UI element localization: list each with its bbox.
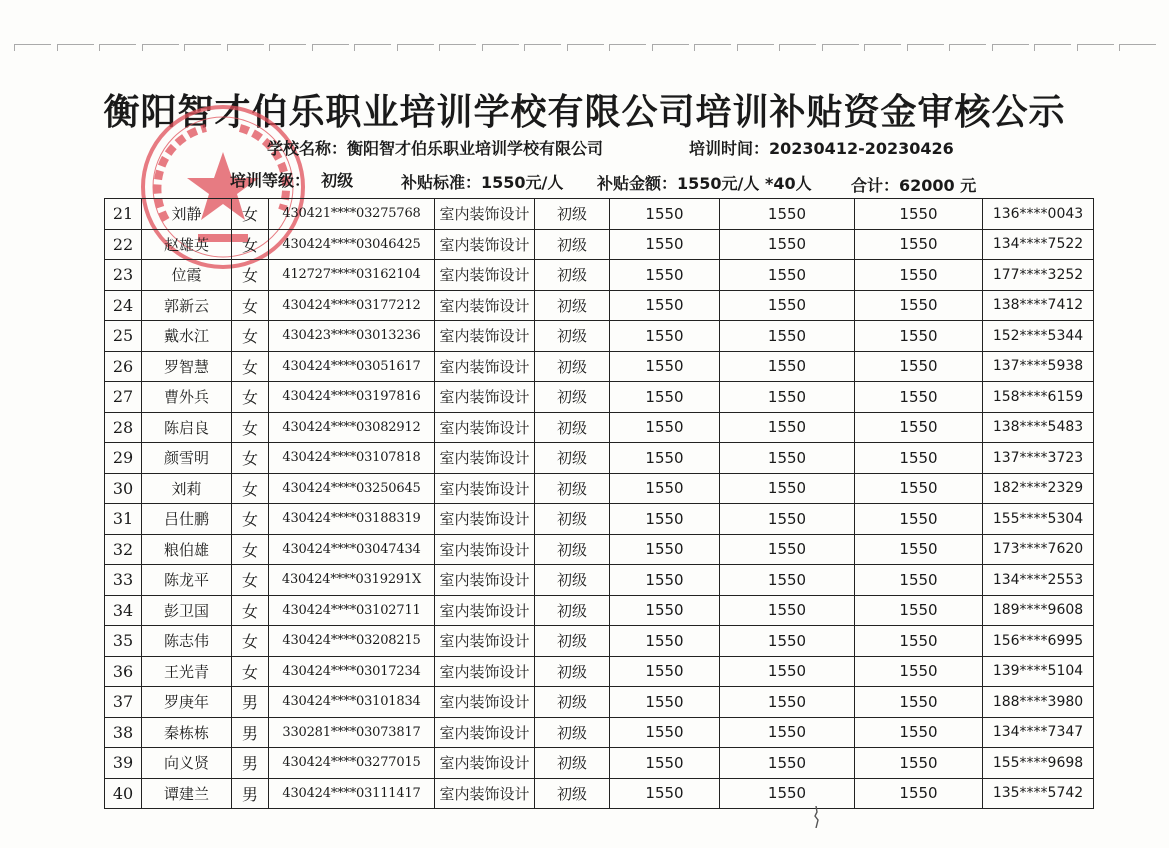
id-number-cell: 430424****03102711: [269, 595, 435, 626]
edge-dash: [142, 44, 179, 51]
phone-number-cell: 138****7412: [983, 290, 1094, 321]
subsidy-paid-cell: 1550: [855, 290, 983, 321]
phone-number-cell: 182****2329: [983, 473, 1094, 504]
training-level-cell: 初级: [535, 748, 610, 779]
total-label: 合计：: [851, 176, 900, 195]
phone-number-cell: 134****7522: [983, 229, 1094, 260]
id-number-cell: 430424****03277015: [269, 748, 435, 779]
table-row: [105, 534, 1094, 565]
course-name-cell: 室内装饰设计: [435, 717, 535, 748]
edge-dash: [694, 44, 731, 51]
period-value: 20230412-20230426: [769, 139, 954, 158]
course-name-cell: 室内装饰设计: [435, 595, 535, 626]
table-row: [105, 473, 1094, 504]
table-row: [105, 443, 1094, 474]
subsidy-standard-cell: 1550: [610, 443, 720, 474]
trainee-name-cell: 曹外兵: [142, 382, 232, 413]
trainee-name-cell: 罗智慧: [142, 351, 232, 382]
standard-value: 1550元/人: [481, 173, 564, 192]
trainee-sex-cell: 男: [232, 748, 269, 779]
subsidy-paid-cell: 1550: [855, 778, 983, 809]
subsidy-standard-cell: 1550: [610, 656, 720, 687]
phone-number-cell: 177****3252: [983, 260, 1094, 291]
trainee-name-cell: 位霞: [142, 260, 232, 291]
phone-number-cell: 173****7620: [983, 534, 1094, 565]
edge-dash: [482, 44, 519, 51]
table-row: [105, 229, 1094, 260]
subsidy-amount-cell: 1550: [720, 534, 855, 565]
course-name-cell: 室内装饰设计: [435, 626, 535, 657]
subsidy-amount-cell: 1550: [720, 199, 855, 230]
subsidy-amount-cell: 1550: [720, 473, 855, 504]
training-level-cell: 初级: [535, 687, 610, 718]
subsidy-paid-cell: 1550: [855, 717, 983, 748]
course-name-cell: 室内装饰设计: [435, 687, 535, 718]
trainee-sex-cell: 女: [232, 321, 269, 352]
subsidy-amount-cell: 1550: [720, 656, 855, 687]
trainee-sex-cell: 女: [232, 565, 269, 596]
edge-dash: [1119, 44, 1156, 51]
row-number-cell: 29: [105, 443, 142, 474]
subsidy-standard-cell: 1550: [610, 565, 720, 596]
trainee-name-cell: 谭建兰: [142, 778, 232, 809]
edge-dash: [779, 44, 816, 51]
subsidy-amount-cell: 1550: [720, 595, 855, 626]
table-row: [105, 260, 1094, 291]
phone-number-cell: 135****5742: [983, 778, 1094, 809]
subsidy-standard-cell: 1550: [610, 199, 720, 230]
trainee-sex-cell: 女: [232, 260, 269, 291]
table-row: [105, 199, 1094, 230]
row-number-cell: 26: [105, 351, 142, 382]
edge-dash: [1034, 44, 1071, 51]
subsidy-paid-cell: 1550: [855, 595, 983, 626]
amount-label: 补贴金额：: [597, 174, 678, 193]
training-level-cell: 初级: [535, 778, 610, 809]
edge-dash: [992, 44, 1029, 51]
training-level-cell: 初级: [535, 260, 610, 291]
id-number-cell: 430424****03188319: [269, 504, 435, 535]
trainee-name-cell: 陈志伟: [142, 626, 232, 657]
subsidy-amount-cell: 1550: [720, 626, 855, 657]
subsidy-standard-cell: 1550: [610, 626, 720, 657]
trainee-sex-cell: 女: [232, 443, 269, 474]
trainee-sex-cell: 女: [232, 382, 269, 413]
row-number-cell: 32: [105, 534, 142, 565]
trainee-name-cell: 郭新云: [142, 290, 232, 321]
trainee-sex-cell: 女: [232, 504, 269, 535]
trainee-name-cell: 粮伯雄: [142, 534, 232, 565]
subsidy-amount-cell: 1550: [720, 290, 855, 321]
subsidy-amount-cell: 1550: [720, 748, 855, 779]
trainee-name-cell: 陈启良: [142, 412, 232, 443]
subsidy-amount-cell: 1550: [720, 382, 855, 413]
subsidy-paid-cell: 1550: [855, 260, 983, 291]
amount-info: [597, 171, 812, 194]
subsidy-paid-cell: 1550: [855, 382, 983, 413]
id-number-cell: 430424****03051617: [269, 351, 435, 382]
row-number-cell: 38: [105, 717, 142, 748]
phone-number-cell: 137****5938: [983, 351, 1094, 382]
subsidy-amount-cell: 1550: [720, 687, 855, 718]
total-value: 62000 元: [899, 176, 977, 195]
subsidy-standard-cell: 1550: [610, 687, 720, 718]
subsidy-amount-cell: 1550: [720, 412, 855, 443]
training-level-cell: 初级: [535, 565, 610, 596]
row-number-cell: 30: [105, 473, 142, 504]
subsidy-paid-cell: 1550: [855, 748, 983, 779]
trainee-name-cell: 彭卫国: [142, 595, 232, 626]
subsidy-amount-cell: 1550: [720, 504, 855, 535]
training-level-cell: 初级: [535, 321, 610, 352]
subsidy-standard-cell: 1550: [610, 260, 720, 291]
trainee-sex-cell: 女: [232, 351, 269, 382]
edge-dash: [737, 44, 774, 51]
phone-number-cell: 189****9608: [983, 595, 1094, 626]
training-level-cell: 初级: [535, 504, 610, 535]
trainee-sex-cell: 女: [232, 199, 269, 230]
course-name-cell: 室内装饰设计: [435, 443, 535, 474]
trainee-sex-cell: 男: [232, 778, 269, 809]
course-name-cell: 室内装饰设计: [435, 748, 535, 779]
row-number-cell: 24: [105, 290, 142, 321]
row-number-cell: 25: [105, 321, 142, 352]
course-name-cell: 室内装饰设计: [435, 260, 535, 291]
subsidy-standard-cell: 1550: [610, 351, 720, 382]
edge-dash: [397, 44, 434, 51]
edge-dash: [269, 44, 306, 51]
row-number-cell: 37: [105, 687, 142, 718]
edge-dash: [354, 44, 391, 51]
subsidy-standard-cell: 1550: [610, 229, 720, 260]
subsidy-standard-cell: 1550: [610, 717, 720, 748]
phone-number-cell: 136****0043: [983, 199, 1094, 230]
id-number-cell: 430424****0319291X: [269, 565, 435, 596]
trainee-name-cell: 刘莉: [142, 473, 232, 504]
edge-dash: [184, 44, 221, 51]
trainee-sex-cell: 女: [232, 229, 269, 260]
edge-dash: [439, 44, 476, 51]
phone-number-cell: 155****9698: [983, 748, 1094, 779]
training-level-cell: 初级: [535, 290, 610, 321]
edge-dash: [99, 44, 136, 51]
subsidy-paid-cell: 1550: [855, 504, 983, 535]
subsidy-paid-cell: 1550: [855, 656, 983, 687]
subsidy-paid-cell: 1550: [855, 229, 983, 260]
course-name-cell: 室内装饰设计: [435, 290, 535, 321]
subsidy-paid-cell: 1550: [855, 351, 983, 382]
subsidy-paid-cell: 1550: [855, 473, 983, 504]
scan-edge-marks: [14, 44, 1164, 58]
subsidy-standard-cell: 1550: [610, 748, 720, 779]
level-info: [230, 168, 353, 191]
training-level-cell: 初级: [535, 412, 610, 443]
course-name-cell: 室内装饰设计: [435, 778, 535, 809]
edge-dash: [652, 44, 689, 51]
subsidy-amount-cell: 1550: [720, 443, 855, 474]
edge-dash: [524, 44, 561, 51]
id-number-cell: 430424****03177212: [269, 290, 435, 321]
subsidy-paid-cell: 1550: [855, 534, 983, 565]
subsidy-standard-cell: 1550: [610, 504, 720, 535]
subsidy-standard-cell: 1550: [610, 473, 720, 504]
subsidy-amount-cell: 1550: [720, 565, 855, 596]
row-number-cell: 23: [105, 260, 142, 291]
edge-dash: [949, 44, 986, 51]
course-name-cell: 室内装饰设计: [435, 473, 535, 504]
table-row: [105, 717, 1094, 748]
id-number-cell: 430424****03047434: [269, 534, 435, 565]
trainee-name-cell: 秦栋栋: [142, 717, 232, 748]
table-row: [105, 382, 1094, 413]
subsidy-amount-cell: 1550: [720, 229, 855, 260]
subsidy-paid-cell: 1550: [855, 412, 983, 443]
subsidy-standard-cell: 1550: [610, 290, 720, 321]
edge-dash: [864, 44, 901, 51]
edge-dash: [1077, 44, 1114, 51]
subsidy-amount-cell: 1550: [720, 351, 855, 382]
id-number-cell: 430424****03082912: [269, 412, 435, 443]
edge-dash: [822, 44, 859, 51]
trainee-sex-cell: 女: [232, 656, 269, 687]
row-number-cell: 39: [105, 748, 142, 779]
training-level-cell: 初级: [535, 656, 610, 687]
edge-dash: [14, 44, 51, 51]
trainee-sex-cell: 男: [232, 687, 269, 718]
subsidy-amount-cell: 1550: [720, 321, 855, 352]
level-value: 初级: [321, 171, 354, 190]
edge-dash: [227, 44, 264, 51]
phone-number-cell: 156****6995: [983, 626, 1094, 657]
training-level-cell: 初级: [535, 382, 610, 413]
phone-number-cell: 152****5344: [983, 321, 1094, 352]
standard-info: [401, 170, 563, 193]
trainee-name-cell: 陈龙平: [142, 565, 232, 596]
course-name-cell: 室内装饰设计: [435, 504, 535, 535]
course-name-cell: 室内装饰设计: [435, 656, 535, 687]
trainee-sex-cell: 女: [232, 290, 269, 321]
phone-number-cell: 139****5104: [983, 656, 1094, 687]
trainee-sex-cell: 女: [232, 534, 269, 565]
subsidy-paid-cell: 1550: [855, 626, 983, 657]
row-number-cell: 40: [105, 778, 142, 809]
subsidy-standard-cell: 1550: [610, 412, 720, 443]
phone-number-cell: 137****3723: [983, 443, 1094, 474]
table-row: [105, 748, 1094, 779]
table-row: [105, 321, 1094, 352]
trainee-name-cell: 吕仕鹏: [142, 504, 232, 535]
row-number-cell: 31: [105, 504, 142, 535]
edge-dash: [312, 44, 349, 51]
row-number-cell: 35: [105, 626, 142, 657]
row-number-cell: 36: [105, 656, 142, 687]
trainee-sex-cell: 女: [232, 626, 269, 657]
level-label: 培训等级：: [230, 171, 311, 190]
table-row: [105, 595, 1094, 626]
id-number-cell: 330281****03073817: [269, 717, 435, 748]
training-level-cell: 初级: [535, 717, 610, 748]
school-label: 学校名称：: [267, 139, 348, 158]
scan-speck: [814, 806, 819, 828]
phone-number-cell: 188****3980: [983, 687, 1094, 718]
subsidy-amount-cell: 1550: [720, 778, 855, 809]
training-level-cell: 初级: [535, 229, 610, 260]
course-name-cell: 室内装饰设计: [435, 382, 535, 413]
phone-number-cell: 134****2553: [983, 565, 1094, 596]
phone-number-cell: 138****5483: [983, 412, 1094, 443]
row-number-cell: 28: [105, 412, 142, 443]
training-level-cell: 初级: [535, 473, 610, 504]
row-number-cell: 21: [105, 199, 142, 230]
edge-dash: [907, 44, 944, 51]
table-row: [105, 351, 1094, 382]
id-number-cell: 430424****03101834: [269, 687, 435, 718]
subsidy-amount-cell: 1550: [720, 260, 855, 291]
standard-label: 补贴标准：: [401, 173, 482, 192]
school-info: [267, 136, 603, 159]
phone-number-cell: 134****7347: [983, 717, 1094, 748]
course-name-cell: 室内装饰设计: [435, 229, 535, 260]
subsidy-amount-cell: 1550: [720, 717, 855, 748]
course-name-cell: 室内装饰设计: [435, 351, 535, 382]
edge-dash: [567, 44, 604, 51]
id-number-cell: 430424****03017234: [269, 656, 435, 687]
row-number-cell: 27: [105, 382, 142, 413]
period-info: [689, 136, 954, 159]
school-name: 衡阳智才伯乐职业培训学校有限公司: [347, 139, 604, 158]
subsidy-standard-cell: 1550: [610, 321, 720, 352]
training-level-cell: 初级: [535, 443, 610, 474]
trainee-name-cell: 赵雄英: [142, 229, 232, 260]
subsidy-standard-cell: 1550: [610, 595, 720, 626]
course-name-cell: 室内装饰设计: [435, 565, 535, 596]
subsidy-standard-cell: 1550: [610, 382, 720, 413]
table-row: [105, 656, 1094, 687]
training-level-cell: 初级: [535, 199, 610, 230]
table-row: [105, 290, 1094, 321]
subsidy-paid-cell: 1550: [855, 687, 983, 718]
training-level-cell: 初级: [535, 351, 610, 382]
course-name-cell: 室内装饰设计: [435, 412, 535, 443]
subsidy-paid-cell: 1550: [855, 443, 983, 474]
subsidy-table: [104, 198, 1094, 809]
row-number-cell: 34: [105, 595, 142, 626]
course-name-cell: 室内装饰设计: [435, 534, 535, 565]
phone-number-cell: 155****5304: [983, 504, 1094, 535]
edge-dash: [609, 44, 646, 51]
id-number-cell: 430424****03107818: [269, 443, 435, 474]
phone-number-cell: 158****6159: [983, 382, 1094, 413]
id-number-cell: 430424****03197816: [269, 382, 435, 413]
table-row: [105, 565, 1094, 596]
course-name-cell: 室内装饰设计: [435, 199, 535, 230]
training-level-cell: 初级: [535, 626, 610, 657]
subsidy-paid-cell: 1550: [855, 199, 983, 230]
table-row: [105, 504, 1094, 535]
course-name-cell: 室内装饰设计: [435, 321, 535, 352]
trainee-sex-cell: 女: [232, 412, 269, 443]
training-level-cell: 初级: [535, 595, 610, 626]
row-number-cell: 22: [105, 229, 142, 260]
id-number-cell: 430421****03275768: [269, 199, 435, 230]
id-number-cell: 430424****03250645: [269, 473, 435, 504]
trainee-name-cell: 向义贤: [142, 748, 232, 779]
id-number-cell: 430424****03208215: [269, 626, 435, 657]
table-row: [105, 412, 1094, 443]
subsidy-paid-cell: 1550: [855, 565, 983, 596]
trainee-sex-cell: 女: [232, 595, 269, 626]
period-label: 培训时间：: [689, 139, 770, 158]
page-title: 衡阳智才伯乐职业培训学校有限公司培训补贴资金审核公示: [103, 92, 1066, 133]
row-number-cell: 33: [105, 565, 142, 596]
trainee-sex-cell: 男: [232, 717, 269, 748]
subsidy-paid-cell: 1550: [855, 321, 983, 352]
trainee-name-cell: 刘静: [142, 199, 232, 230]
trainee-name-cell: 王光青: [142, 656, 232, 687]
trainee-name-cell: 颜雪明: [142, 443, 232, 474]
table-row: [105, 778, 1094, 809]
subsidy-standard-cell: 1550: [610, 534, 720, 565]
training-level-cell: 初级: [535, 534, 610, 565]
trainee-sex-cell: 女: [232, 473, 269, 504]
table-row: [105, 687, 1094, 718]
id-number-cell: 412727****03162104: [269, 260, 435, 291]
trainee-name-cell: 戴水江: [142, 321, 232, 352]
subsidy-standard-cell: 1550: [610, 778, 720, 809]
id-number-cell: 430424****03111417: [269, 778, 435, 809]
total-info: [851, 173, 976, 196]
amount-value: 1550元/人 *40人: [677, 174, 812, 193]
edge-dash: [57, 44, 94, 51]
table-row: [105, 626, 1094, 657]
trainee-name-cell: 罗庚年: [142, 687, 232, 718]
id-number-cell: 430423****03013236: [269, 321, 435, 352]
id-number-cell: 430424****03046425: [269, 229, 435, 260]
